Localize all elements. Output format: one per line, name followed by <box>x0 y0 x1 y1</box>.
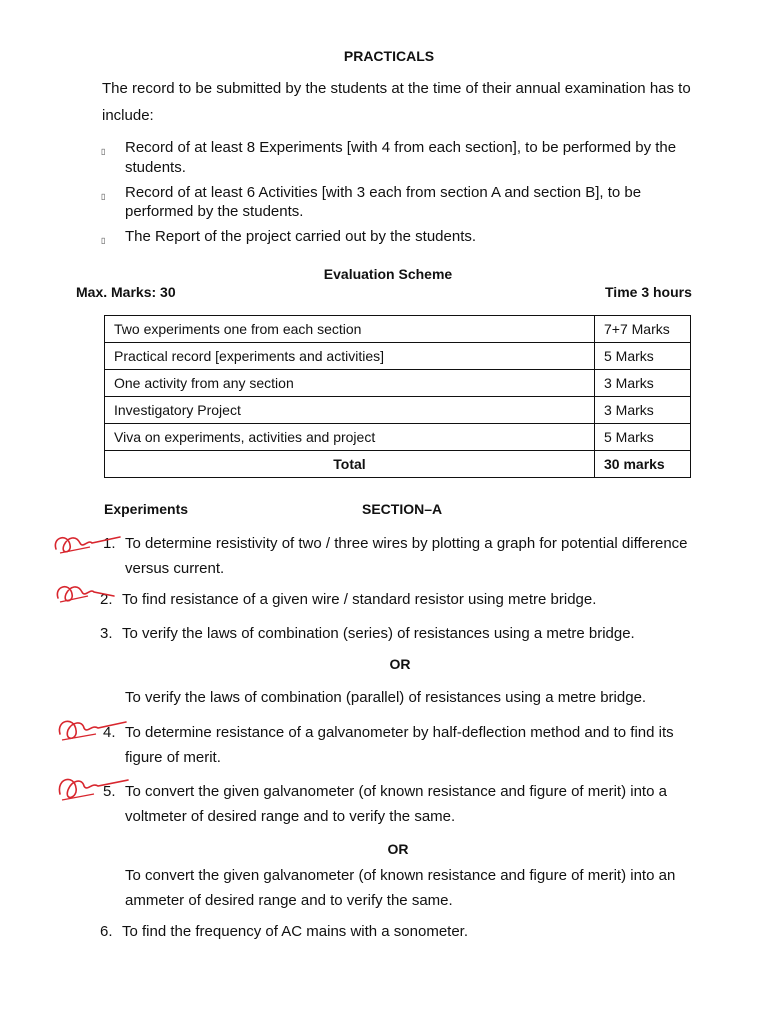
table-total-marks: 30 marks <box>595 451 691 478</box>
experiment-number: 2. <box>100 591 113 608</box>
table-row <box>105 424 691 451</box>
table-total-label: Total <box>105 451 595 478</box>
experiments-heading: Experiments <box>104 501 189 517</box>
table-cell-marks: 5 Marks <box>595 424 691 451</box>
table-cell-label: Practical record [experiments and activities] <box>105 343 595 370</box>
experiment-number: 3. <box>100 625 113 642</box>
experiment-6-line-1: To find the frequency of AC mains with a sonometer. <box>122 923 469 940</box>
table-cell-marks: 3 Marks <box>595 370 691 397</box>
bullet-item-2-line-2: performed by the students. <box>125 203 304 220</box>
intro-line-1: The record to be submitted by the students at the time of their annual examination has to <box>102 80 691 97</box>
time-allowed: Time 3 hours <box>605 284 692 300</box>
table-cell-marks: 3 Marks <box>595 397 691 424</box>
experiment-4-line-2: figure of merit. <box>125 749 221 766</box>
experiment-number: 5. <box>103 783 116 800</box>
table-cell-marks: 7+7 Marks <box>595 316 691 343</box>
experiment-number: 1. <box>103 535 116 552</box>
bullet-item-1-line-2: students. <box>125 159 186 176</box>
intro-line-2: include: <box>102 107 154 124</box>
evaluation-heading: Evaluation Scheme <box>323 266 453 282</box>
table-cell-label: Investigatory Project <box>105 397 595 424</box>
experiment-number: 4. <box>103 724 116 741</box>
handwritten-mark-icon <box>54 712 134 748</box>
experiment-number: 6. <box>100 923 113 940</box>
bullet-item-2-line-1: Record of at least 6 Activities [with 3 each from section A and section B], to be <box>125 184 642 201</box>
bullet-icon: ▯ <box>101 236 106 245</box>
bullet-icon: ▯ <box>101 192 106 201</box>
table-row <box>105 316 691 343</box>
bullet-icon: ▯ <box>101 147 106 156</box>
handwritten-mark-icon <box>52 576 132 612</box>
experiment-5-line-2: voltmeter of desired range and to verify the same. <box>125 808 456 825</box>
experiment-4-line-1: To determine resistance of a galvanometer by half-deflection method and to find its <box>125 724 674 741</box>
or-separator: OR <box>389 656 411 672</box>
table-cell-label: Viva on experiments, activities and project <box>105 424 595 451</box>
section-heading: SECTION–A <box>362 501 443 517</box>
experiment-1-line-2: versus current. <box>125 560 225 577</box>
table-cell-marks: 5 Marks <box>595 343 691 370</box>
table-cell-label: One activity from any section <box>105 370 595 397</box>
table-row <box>105 343 691 370</box>
experiment-5-alt-line-2: ammeter of desired range and to verify the same. <box>125 892 453 909</box>
table-cell-label: Two experiments one from each section <box>105 316 595 343</box>
page-title: PRACTICALS <box>343 48 435 64</box>
or-separator: OR <box>387 841 409 857</box>
experiment-5-line-1: To convert the given galvanometer (of known resistance and figure of merit) into a <box>125 783 667 800</box>
experiment-3-alt-line-1: To verify the laws of combination (parallel) of resistances using a metre bridge. <box>125 689 647 706</box>
bullet-item-3-line-1: The Report of the project carried out by the students. <box>125 228 477 245</box>
experiment-3-line-1: To verify the laws of combination (series) of resistances using a metre bridge. <box>122 625 635 642</box>
evaluation-table <box>104 315 691 478</box>
table-row <box>105 370 691 397</box>
experiment-1-line-1: To determine resistivity of two / three wires by plotting a graph for potential difference <box>125 535 688 552</box>
experiment-5-alt-line-1: To convert the given galvanometer (of known resistance and figure of merit) into an <box>125 867 676 884</box>
handwritten-mark-icon <box>50 525 130 561</box>
max-marks: Max. Marks: 30 <box>76 284 176 300</box>
bullet-item-1-line-1: Record of at least 8 Experiments [with 4 from each section], to be performed by the <box>125 139 677 156</box>
handwritten-mark-icon <box>54 770 134 806</box>
experiment-2-line-1: To find resistance of a given wire / standard resistor using metre bridge. <box>122 591 597 608</box>
table-total-row <box>105 451 691 478</box>
table-row <box>105 397 691 424</box>
